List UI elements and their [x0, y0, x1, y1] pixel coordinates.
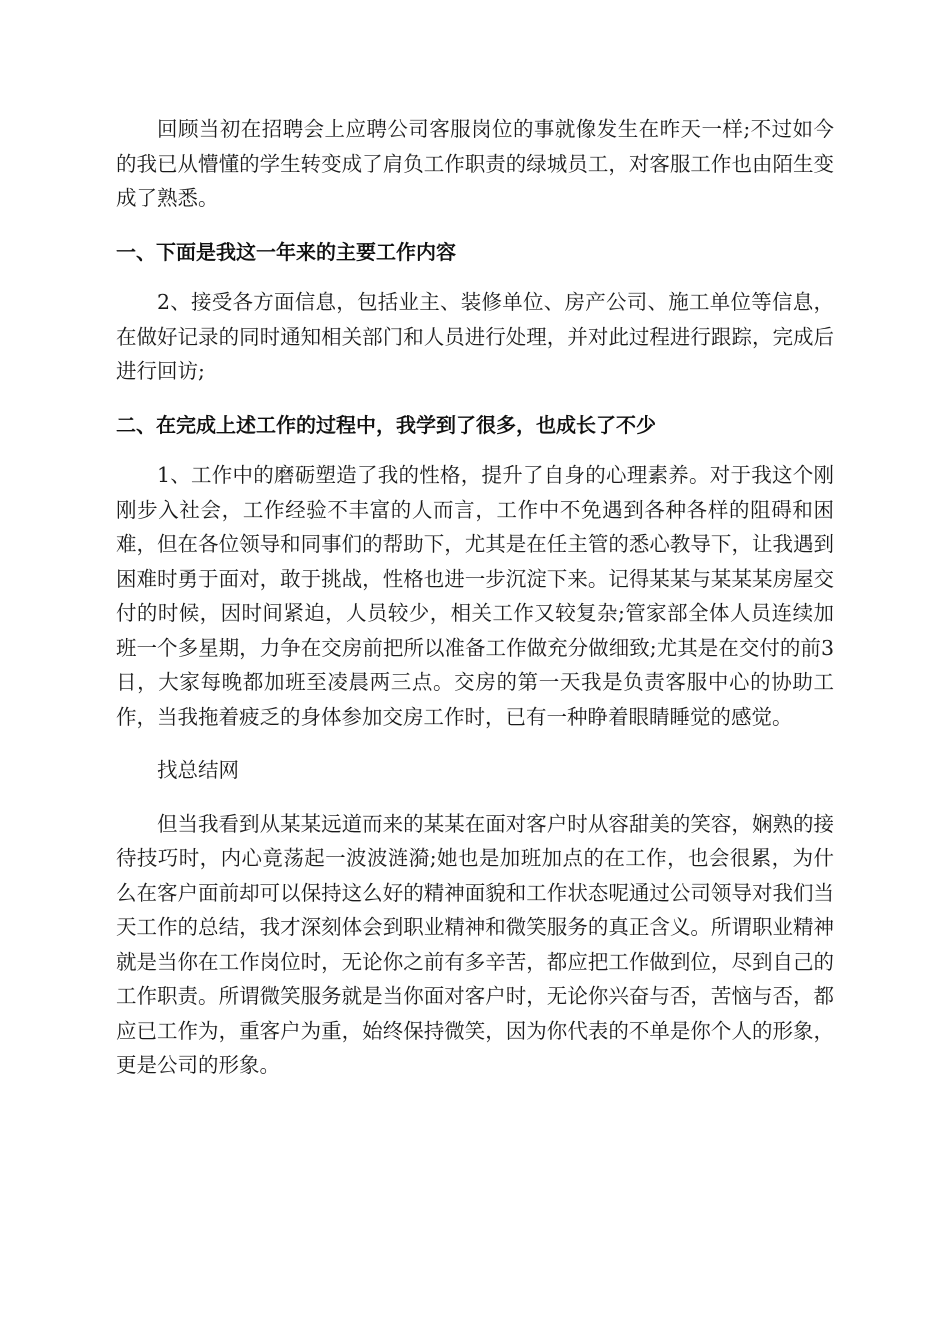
source-note-paragraph: 找总结网 — [157, 758, 239, 782]
growth-paragraph: 1、工作中的磨砺塑造了我的性格，提升了自身的心理素养。对于我这个刚刚步入社会，工作经验不丰富的人而言，工作中不免遇到各种各样的阻碍和困难，但在各位领导和同事们的帮助下，尤其是在任主管的悉心教导下，让我遇到困难时勇于面对，敢于挑战，性格也进一步沉淀下来。记得某某与某某某房屋交付的时候，因时间紧迫，人员较少，相关工作又较复杂;管家部全体人员连续加班一个多星期，力争在交房前把所以准备工作做充分做细致;尤其是在交付的前3日，大家每晚都加班至凌晨两三点。交房的第一天我是负责客服中心的协助工作，当我拖着疲乏的身体参加交房工作时，已有一种睁着眼睛睡觉的感觉。 — [116, 463, 834, 729]
spacer — [116, 734, 834, 753]
spacer — [116, 442, 834, 458]
service-spirit-paragraph: 但当我看到从某某远道而来的某某在面对客户时从容甜美的笑容，娴熟的接待技巧时，内心竟荡起一波波涟漪;她也是加班加点的在工作，也会很累，为什么在客户面前却可以保持这么好的精神面貌和工作状态呢通过公司领导对我们当天工作的总结，我才深刻体会到职业精神和微笑服务的真正含义。所谓职业精神就是当你在工作岗位时，无论你之前有多辛苦，都应把工作做到位，尽到自己的工作职责。所谓微笑服务就是当你面对客户时，无论你兴奋与否，苦恼与否，都应已工作为，重客户为重，始终保持微笑，因为你代表的不单是你个人的形象，更是公司的形象。 — [116, 811, 834, 1077]
spacer — [116, 389, 834, 408]
work-content-paragraph: 2、接受各方面信息，包括业主、装修单位、房产公司、施工单位等信息，在做好记录的同时通知相关部门和人员进行处理，并对此过程进行跟踪，完成后进行回访; — [116, 290, 834, 383]
spacer — [116, 216, 834, 235]
section-heading-1: 一、下面是我这一年来的主要工作内容 — [116, 239, 456, 264]
spacer — [116, 788, 834, 807]
intro-paragraph: 回顾当初在招聘会上应聘公司客服岗位的事就像发生在昨天一样;不过如今的我已从懵懂的学生转变成了肩负工作职责的绿城员工，对客服工作也由陌生变成了熟悉。 — [116, 117, 834, 210]
document-page — [116, 112, 834, 1083]
spacer — [116, 269, 834, 285]
section-heading-2: 二、在完成上述工作的过程中，我学到了很多，也成长了不少 — [116, 412, 656, 437]
